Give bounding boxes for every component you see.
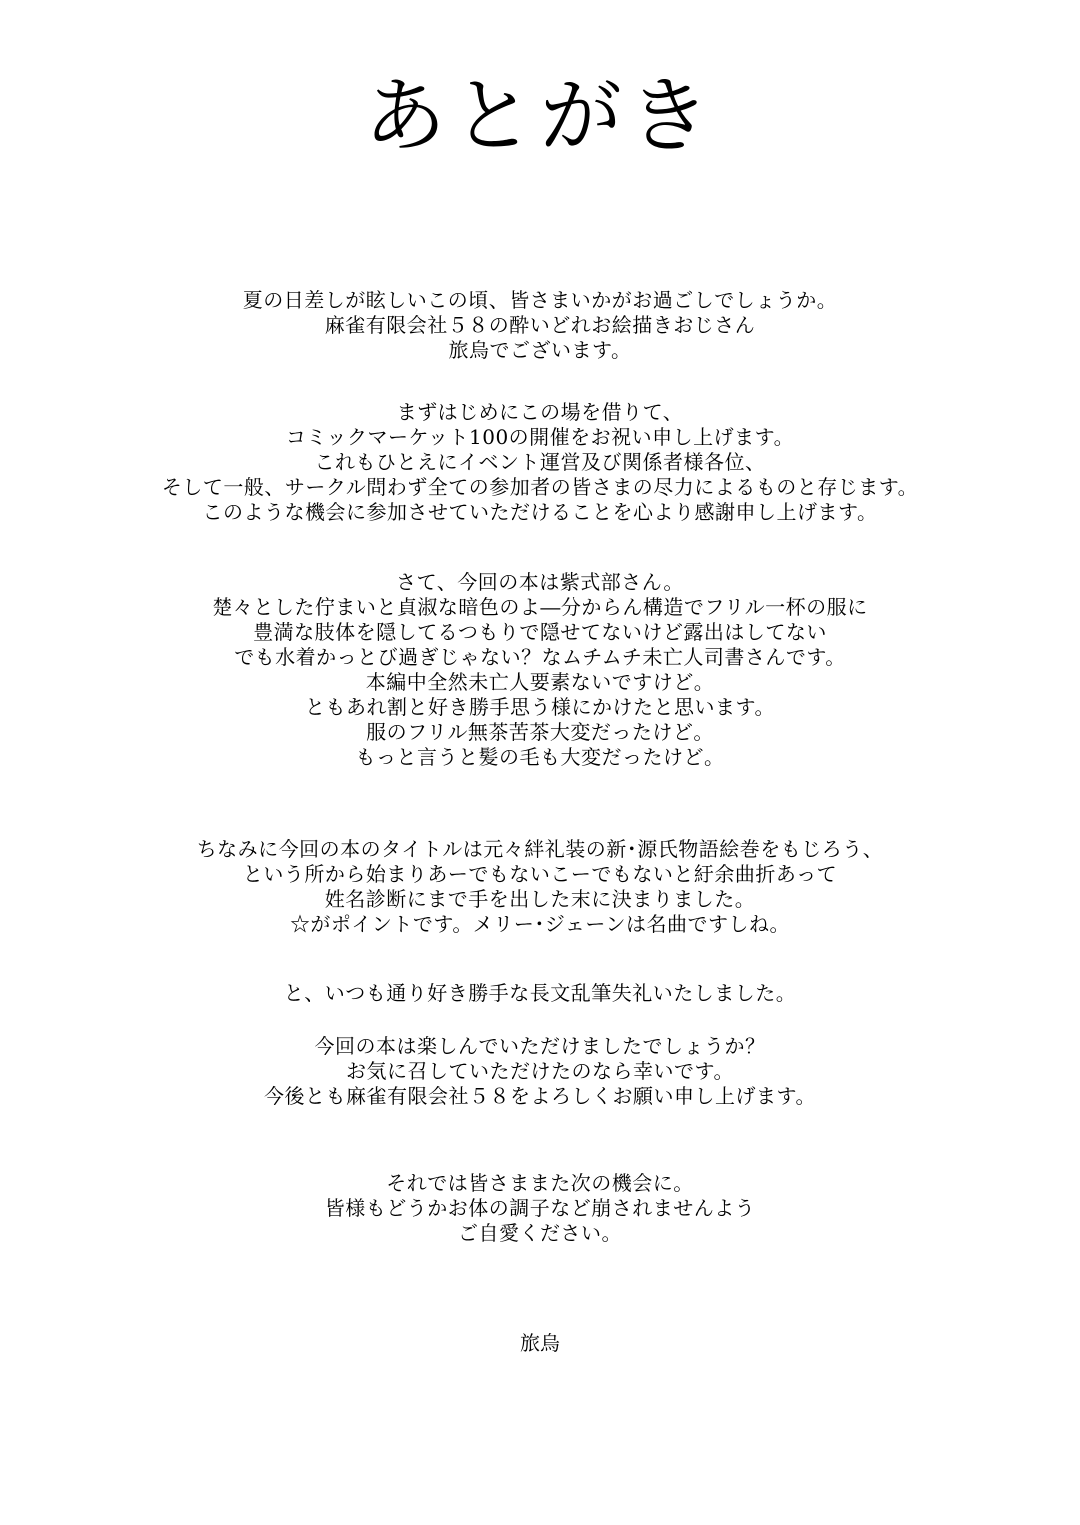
text-line: ともあれ割と好き勝手思う様にかけたと思います。 (305, 695, 775, 719)
text-line: 豊満な肢体を隠してるつもりで隠せてないけど露出はしてない (253, 620, 827, 644)
text-line: 姓名診断にまで手を出した末に決まりました。 (324, 887, 756, 911)
text-line: もっと言うと髪の毛も大変だったけど。 (355, 745, 725, 769)
text-line: ちなみに今回の本のタイトルは元々絆礼装の新･源氏物語絵巻をもじろう、 (196, 837, 884, 861)
page-title: あとがき (363, 69, 716, 164)
paragraph-book-intro (0, 570, 1080, 770)
text-line: これもひとえにイベント運営及び関係者様各位、 (314, 450, 766, 474)
text-line: まずはじめにこの場を借りて、 (396, 400, 684, 424)
text-line: 皆様もどうかお体の調子など崩されませんよう (324, 1196, 756, 1220)
text-line: それでは皆さままた次の機会に。 (386, 1171, 694, 1195)
text-line: 今回の本は楽しんでいただけましたでしょうか？ (314, 1034, 766, 1058)
paragraph-congratulations (0, 400, 1080, 525)
paragraph-title-origin (0, 837, 1080, 937)
text-line: 旅烏でございます。 (448, 338, 632, 362)
paragraph-thanks (0, 1034, 1080, 1109)
paragraph-greeting (0, 288, 1080, 363)
text-line: お気に召していただけたのなら幸いです。 (346, 1059, 734, 1083)
text-line: さて、今回の本は紫式部さん。 (396, 570, 684, 594)
paragraph-apology (0, 981, 1080, 1006)
text-line: コミックマーケット100の開催をお祝い申し上げます。 (285, 425, 795, 449)
text-line: と、いつも通り好き勝手な長文乱筆失礼いたしました。 (283, 981, 797, 1005)
text-line: 服のフリル無茶苦茶大変だったけど。 (366, 720, 714, 744)
text-line: という所から始まりあーでもないこーでもないと紆余曲折あって (242, 862, 838, 886)
text-line: 本編中全然未亡人要素ないですけど。 (365, 670, 715, 694)
text-line: このような機会に参加させていただけることを心より感謝申し上げます。 (202, 500, 878, 524)
text-line: 麻雀有限会社５８の酔いどれお絵描きおじさん (324, 313, 756, 337)
text-line: 今後とも麻雀有限会社５８をよろしくお願い申し上げます。 (264, 1084, 816, 1108)
text-line: ご自愛ください。 (458, 1221, 622, 1245)
text-line: 夏の日差しが眩しいこの頃、皆さまいかがお過ごしでしょうか。 (242, 288, 838, 312)
author-signature: 旅烏 (520, 1331, 560, 1355)
paragraph-farewell (0, 1171, 1080, 1246)
text-line: 楚々とした佇まいと貞淑な暗色のよ―分からん構造でフリル一杯の服に (212, 595, 868, 619)
text-line: でも水着かっとび過ぎじゃない？なムチムチ未亡人司書さんです。 (234, 645, 846, 669)
text-line: そして一般、サークル問わず全ての参加者の皆さまの尽力によるものと存じます。 (161, 475, 919, 499)
text-line: ☆がポイントです。メリー･ジェーンは名曲ですしね。 (289, 912, 791, 936)
